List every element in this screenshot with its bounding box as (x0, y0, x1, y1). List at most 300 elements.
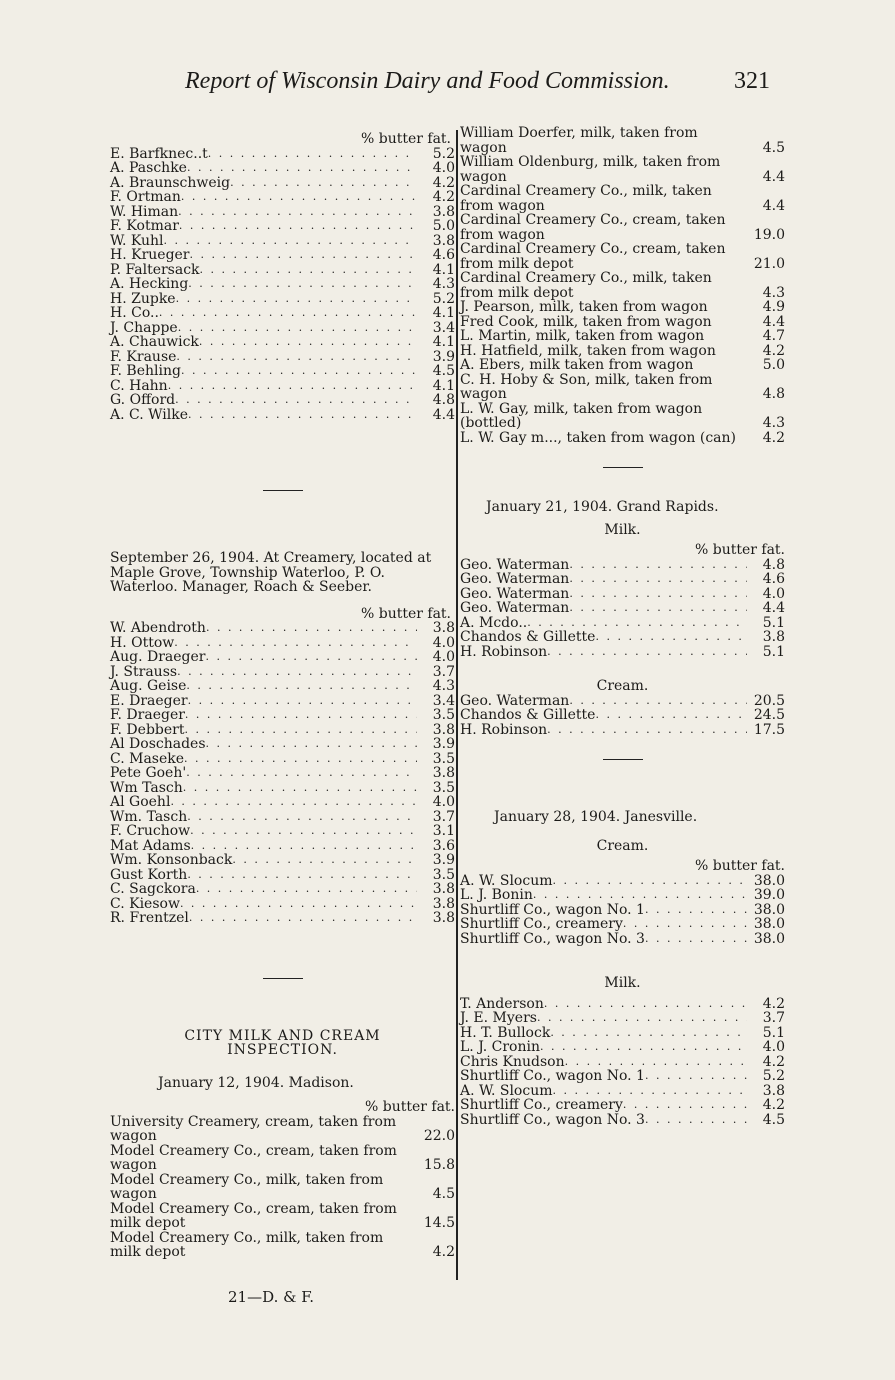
entry-value: 3.8 (432, 232, 455, 249)
entry-row (110, 781, 455, 796)
entry-row (110, 694, 455, 709)
entry-row (460, 344, 785, 359)
column-head: % butter fat. (360, 605, 451, 622)
entry-name: Pete Goeh' (110, 765, 187, 781)
leader-dots (569, 587, 747, 602)
leader-dots (230, 176, 417, 191)
entry-name: Model Creamery Co., milk, taken from milk depot (110, 1229, 384, 1260)
entry-name: Shurtliff Co., wagon No. 1 (460, 901, 645, 918)
entry-value: 4.7 (762, 328, 785, 344)
entry-name: F. Draeger (110, 707, 185, 723)
entry-value: 3.5 (432, 707, 455, 723)
entry-row (460, 1069, 785, 1084)
entry-name: A. Mcdo.. (460, 614, 528, 631)
leader-dots (208, 147, 417, 162)
leader-dots (565, 1055, 747, 1070)
leader-dots (533, 888, 747, 903)
entry-value: 5.2 (432, 290, 455, 307)
leader-dots (190, 248, 417, 263)
column-divider (456, 130, 458, 1280)
entry-name: G. Offord (110, 392, 176, 408)
entry-name: A. Braunschweig (110, 174, 231, 191)
entry-name: L. J. Cronin (460, 1039, 540, 1055)
entry-name: J. Strauss (110, 663, 178, 680)
entry-row (110, 824, 455, 839)
entry-name: W. Abendroth (110, 620, 206, 636)
entry-row (110, 190, 455, 205)
leader-dots (645, 1113, 747, 1128)
entry-row (110, 350, 455, 365)
entry-name: H. Hatfield, milk, taken from wagon (460, 342, 716, 359)
entry-value: 19.0 (753, 226, 785, 243)
entry-value: 4.5 (762, 1111, 785, 1128)
leader-dots (569, 694, 747, 709)
entry-row (110, 1173, 455, 1202)
entry-value: 4.2 (432, 174, 455, 191)
leader-dots (178, 321, 417, 336)
entry-row (460, 1113, 785, 1128)
entry-name: H. Robinson (460, 721, 548, 738)
entry-name: A. W. Slocum (460, 872, 553, 889)
subsection-heading: Milk. (604, 975, 641, 991)
subsection-heading: Cream. (596, 837, 649, 854)
entry-row (460, 723, 785, 738)
entry-name: William Doerfer, milk, taken from wagon (460, 125, 698, 156)
entry-value: 4.0 (762, 585, 785, 602)
entry-name: E. Draeger (110, 692, 188, 709)
entry-row (110, 766, 455, 781)
entry-name: Shurtliff Co., wagon No. 3 (460, 930, 645, 947)
entry-row (460, 997, 785, 1012)
entry-name: A. Hecking (110, 276, 189, 292)
entry-row (460, 155, 785, 184)
entry-value: 14.5 (423, 1215, 455, 1231)
entry-row (110, 839, 455, 854)
entry-value: 5.2 (762, 1068, 785, 1084)
entry-name: Wm Tasch (110, 779, 183, 796)
entry-row (460, 358, 785, 373)
entry-value: 4.5 (432, 363, 455, 379)
leader-dots (159, 306, 417, 321)
entry-row (460, 431, 785, 446)
entry-row (110, 205, 455, 220)
leader-dots (181, 364, 417, 379)
entry-name: C. Maseke (110, 750, 185, 767)
entry-row (460, 300, 785, 315)
entry-value: 3.8 (432, 203, 455, 220)
entry-name: Chandos & Gillette (460, 707, 596, 723)
entry-name: Chandos & Gillette (460, 629, 596, 645)
column-head: % butter fat. (694, 542, 785, 558)
right-column (460, 126, 785, 1127)
entry-name: C. Hahn (110, 377, 168, 394)
entry-row (460, 1084, 785, 1099)
leader-dots (547, 723, 747, 738)
entry-name: Chris Knudson (460, 1053, 565, 1070)
entry-name: Fred Cook, milk, taken from wagon (460, 313, 712, 330)
entry-name: F. Debbert (110, 721, 185, 738)
entry-row (110, 621, 455, 636)
entry-row (460, 373, 785, 402)
entry-value: 4.8 (762, 386, 785, 402)
leader-dots (170, 795, 417, 810)
entry-value: 4.2 (432, 189, 455, 205)
entry-name: F. Cruchow (110, 823, 191, 839)
entry-name: Gust Korth (110, 866, 188, 883)
entry-value: 3.9 (432, 736, 455, 752)
leader-dots (186, 679, 417, 694)
entry-name: Model Creamery Co., milk, taken from wagon (110, 1171, 384, 1202)
leader-dots (547, 645, 747, 660)
entry-value: 3.5 (432, 750, 455, 767)
leader-dots (206, 737, 417, 752)
entry-value: 39.0 (753, 887, 785, 903)
entry-value: 3.5 (432, 779, 455, 796)
entry-row (460, 1026, 785, 1041)
entry-name: Model Creamery Co., cream, taken from milk depot (110, 1200, 397, 1231)
leader-dots (537, 1011, 747, 1026)
entry-name: F. Kotmar (110, 218, 179, 234)
entry-name: University Creamery, cream, taken from wagon (110, 1113, 397, 1144)
leader-dots (552, 874, 747, 889)
entry-value: 4.4 (432, 406, 455, 423)
entry-value: 3.8 (762, 629, 785, 645)
entry-row (460, 932, 785, 947)
entry-row (460, 271, 785, 300)
entry-value: 4.9 (762, 299, 785, 315)
entry-value: 38.0 (753, 930, 785, 947)
entry-row (460, 572, 785, 587)
entry-value: 21.0 (753, 255, 785, 272)
entry-name: Aug. Geise (110, 678, 187, 694)
entry-name: Wm. Tasch (110, 808, 188, 825)
entry-row (110, 147, 455, 162)
entry-name: Model Creamery Co., cream, taken from wagon (110, 1142, 397, 1173)
entry-row (110, 853, 455, 868)
entry-row (460, 329, 785, 344)
leader-dots (189, 911, 417, 926)
entry-row (110, 723, 455, 738)
entry-value: 3.1 (432, 823, 455, 839)
entry-name: Cardinal Creamery Co., milk, taken from milk depot (460, 270, 712, 301)
entry-name: Shurtliff Co., wagon No. 1 (460, 1068, 645, 1084)
leader-dots (569, 601, 747, 616)
entry-value: 4.2 (762, 1097, 785, 1113)
leader-dots (168, 379, 417, 394)
leader-dots (645, 903, 747, 918)
leader-dots (190, 824, 417, 839)
entry-value: 3.9 (432, 348, 455, 365)
entry-row (110, 636, 455, 651)
entry-row (460, 1055, 785, 1070)
subsection-heading: Cream. (596, 678, 649, 694)
entry-name: Geo. Waterman (460, 692, 570, 709)
leader-dots (623, 917, 747, 932)
section-heading: January 12, 1904. Madison. (158, 1074, 354, 1091)
entry-row (460, 558, 785, 573)
leader-dots (527, 616, 747, 631)
leader-dots (196, 882, 417, 897)
entry-row (460, 616, 785, 631)
entry-value: 3.6 (432, 837, 455, 854)
entry-name: H. Robinson (460, 643, 548, 660)
entry-name: H. Zupke (110, 290, 176, 307)
entry-value: 4.1 (432, 334, 455, 350)
entry-name: L. Martin, milk, taken from wagon (460, 328, 705, 344)
entry-value: 17.5 (753, 721, 785, 738)
leader-dots (187, 810, 417, 825)
entry-row (460, 126, 785, 155)
entry-row (460, 213, 785, 242)
entry-row (110, 752, 455, 767)
entry-name: Geo. Waterman (460, 600, 570, 616)
entry-name: C. Sagckora (110, 881, 196, 897)
entry-value: 24.5 (753, 707, 785, 723)
entry-value: 4.8 (762, 556, 785, 573)
leader-dots (191, 839, 417, 854)
leader-dots (206, 621, 417, 636)
entry-row (460, 917, 785, 932)
entry-value: 38.0 (753, 901, 785, 918)
entry-row (110, 1231, 455, 1260)
entry-value: 4.2 (762, 342, 785, 359)
entry-row (460, 315, 785, 330)
entry-value: 20.5 (753, 692, 785, 709)
leader-dots (623, 1098, 747, 1113)
leader-dots (175, 393, 417, 408)
entry-value: 5.1 (762, 614, 785, 631)
entry-name: L. J. Bonin (460, 887, 533, 903)
entry-row (110, 161, 455, 176)
entry-value: 4.3 (762, 415, 785, 431)
entry-row (110, 1144, 455, 1173)
entry-value: 3.8 (432, 895, 455, 912)
butterfat-list-3 (110, 1115, 455, 1260)
entry-row (110, 321, 455, 336)
leader-dots (186, 766, 417, 781)
entry-row (110, 795, 455, 810)
entry-name: H. T. Bullock (460, 1024, 551, 1041)
entry-name: C. Kiesow (110, 895, 180, 912)
entry-name: Shurtliff Co., wagon No. 3 (460, 1111, 645, 1128)
leader-dots (184, 723, 417, 738)
entry-row (110, 335, 455, 350)
entry-name: W. Kuhl (110, 232, 164, 249)
entry-row (110, 737, 455, 752)
entry-value: 4.0 (432, 160, 455, 176)
leader-dots (188, 694, 417, 709)
entry-name: F. Ortman (110, 189, 181, 205)
entry-value: 4.5 (432, 1186, 455, 1202)
entry-value: 4.3 (432, 678, 455, 694)
subsection-heading: Milk. (604, 521, 641, 538)
butterfat-list-2 (110, 621, 455, 926)
entry-value: 3.9 (432, 852, 455, 868)
entry-name: L. W. Gay, milk, taken from wagon (bottled) (460, 400, 703, 431)
entry-row (110, 364, 455, 379)
entry-name: J. E. Myers (460, 1010, 537, 1026)
entry-value: 5.0 (762, 357, 785, 373)
entry-name: Cardinal Creamery Co., cream, taken from milk depot (460, 241, 726, 272)
leader-dots (550, 1026, 747, 1041)
leader-dots (176, 350, 417, 365)
leader-dots (552, 1084, 747, 1099)
entry-value: 4.1 (432, 305, 455, 321)
entry-name: Cardinal Creamery Co., cream, taken from wagon (460, 212, 726, 243)
leader-dots (199, 335, 417, 350)
entry-name: L. W. Gay m..., taken from wagon (can) (460, 429, 737, 446)
entry-value: 4.5 (762, 139, 785, 156)
leader-dots (176, 292, 417, 307)
entry-name: Geo. Waterman (460, 571, 570, 587)
entry-name: T. Anderson (460, 995, 544, 1012)
entry-value: 5.0 (432, 218, 455, 234)
butterfat-list-right-1 (460, 126, 785, 445)
entry-row (460, 888, 785, 903)
entry-row (460, 184, 785, 213)
entry-row (110, 393, 455, 408)
entry-value: 4.4 (762, 168, 785, 185)
leader-dots (595, 630, 747, 645)
leader-dots (645, 1069, 747, 1084)
entry-name: Mat Adams (110, 837, 191, 854)
entry-row (460, 1098, 785, 1113)
entry-value: 3.8 (762, 1082, 785, 1099)
entry-row (110, 248, 455, 263)
entry-name: A. W. Slocum (460, 1082, 553, 1099)
entry-value: 4.1 (432, 261, 455, 278)
entry-value: 5.1 (762, 1024, 785, 1041)
entry-row (110, 292, 455, 307)
entry-row (460, 694, 785, 709)
page-number: 321 (734, 68, 770, 94)
leader-dots (544, 997, 747, 1012)
entry-row (460, 601, 785, 616)
entry-row (460, 903, 785, 918)
entry-row (110, 911, 455, 926)
column-head: % butter fat. (360, 131, 451, 147)
entry-name: E. Barfknec..t (110, 145, 208, 162)
entry-value: 4.4 (762, 313, 785, 330)
page-header (185, 68, 785, 95)
entry-value: 4.6 (432, 247, 455, 263)
entry-value: 3.5 (432, 866, 455, 883)
entry-value: 4.6 (762, 571, 785, 587)
leader-dots (164, 234, 417, 249)
leader-dots (185, 708, 417, 723)
entry-value: 4.3 (432, 276, 455, 292)
butterfat-list-gr-cream (460, 694, 785, 738)
entry-value: 4.2 (432, 1244, 455, 1260)
entry-row (110, 897, 455, 912)
leader-dots (177, 665, 417, 680)
entry-row (460, 630, 785, 645)
entry-value: 4.0 (432, 649, 455, 665)
leader-dots (180, 897, 417, 912)
entry-name: A. C. Wilke (110, 406, 188, 423)
entry-row (110, 263, 455, 278)
entry-value: 3.7 (432, 663, 455, 680)
running-title: Report of Wisconsin Dairy and Food Commission. (185, 68, 670, 94)
entry-name: Wm. Konsonback (110, 852, 233, 868)
leader-dots (569, 572, 747, 587)
entry-row (110, 810, 455, 825)
entry-name: William Oldenburg, milk, taken from wagon (460, 154, 721, 185)
entry-row (110, 1202, 455, 1231)
leader-dots (188, 408, 417, 423)
entry-name: H. Co.. (110, 305, 159, 321)
leader-dots (183, 781, 417, 796)
leader-dots (187, 868, 417, 883)
entry-row (110, 679, 455, 694)
entry-value: 3.8 (432, 721, 455, 738)
entry-row (110, 234, 455, 249)
leader-dots (187, 161, 417, 176)
entry-name: A. Paschke (110, 160, 187, 176)
entry-row (110, 650, 455, 665)
leader-dots (569, 558, 747, 573)
entry-name: Shurtliff Co., creamery (460, 1097, 623, 1113)
entry-value: 4.1 (432, 377, 455, 394)
entry-row (110, 708, 455, 723)
entry-name: Geo. Waterman (460, 556, 570, 573)
entry-name: F. Behling (110, 363, 181, 379)
column-head: % butter fat. (694, 858, 785, 874)
entry-row (110, 408, 455, 423)
entry-row (460, 708, 785, 723)
entry-name: H. Ottow (110, 634, 175, 651)
entry-value: 3.7 (762, 1010, 785, 1026)
leader-dots (645, 932, 747, 947)
entry-value: 3.8 (432, 765, 455, 781)
leader-dots (174, 636, 417, 651)
leader-dots (205, 650, 417, 665)
entry-value: 4.2 (762, 1053, 785, 1070)
entry-row (110, 379, 455, 394)
entry-name: Geo. Waterman (460, 585, 570, 602)
entry-value: 38.0 (753, 916, 785, 932)
entry-row (460, 1011, 785, 1026)
butterfat-list-jv-milk (460, 997, 785, 1128)
entry-value: 3.8 (432, 910, 455, 926)
section-heading: January 28, 1904. Janesville. (494, 809, 698, 825)
butterfat-list-gr (460, 558, 785, 660)
entry-name: A. Ebers, milk taken from wagon (460, 357, 694, 373)
column-head: % butter fat. (364, 1099, 455, 1115)
leader-dots (188, 277, 417, 292)
entry-row (460, 587, 785, 602)
leader-dots (200, 263, 417, 278)
entry-row (460, 874, 785, 889)
entry-name: J. Pearson, milk, taken from wagon (460, 299, 708, 315)
entry-value: 4.2 (762, 429, 785, 446)
entry-name: H. Krueger (110, 247, 190, 263)
entry-value: 4.4 (762, 197, 785, 214)
entry-name: P. Faltersack (110, 261, 200, 278)
entry-value: 3.8 (432, 881, 455, 897)
entry-value: 4.4 (762, 600, 785, 616)
entry-name: F. Krause (110, 348, 177, 365)
entry-row (460, 1040, 785, 1055)
leader-dots (178, 205, 417, 220)
entry-name: Cardinal Creamery Co., milk, taken from wagon (460, 183, 712, 214)
entry-row (110, 1115, 455, 1144)
entry-name: Shurtliff Co., creamery (460, 916, 623, 932)
entry-row (110, 882, 455, 897)
entry-row (110, 868, 455, 883)
entry-value: 3.4 (432, 692, 455, 709)
entry-value: 4.3 (762, 284, 785, 301)
